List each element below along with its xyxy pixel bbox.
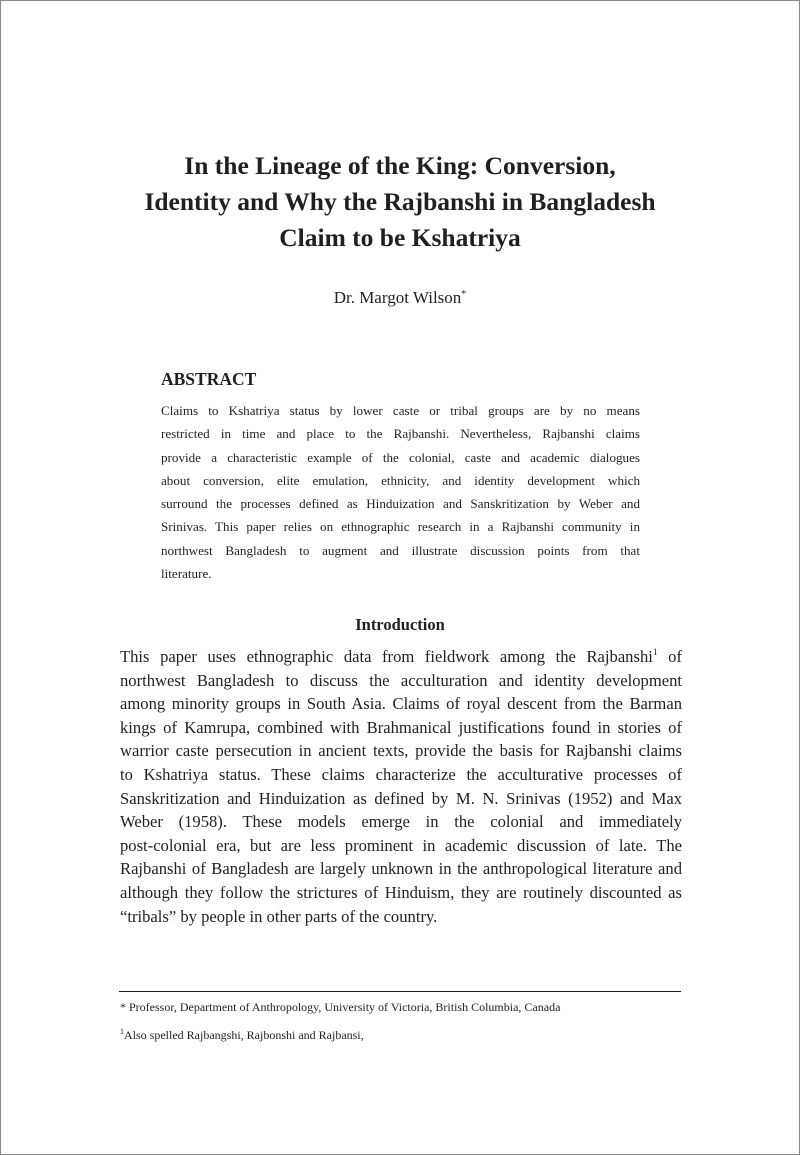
author-footnote-mark: * bbox=[461, 289, 467, 300]
abstract-line: northwest Bangladesh to augment and illustrate discussion points from that bbox=[161, 542, 640, 558]
intro-line: northwest Bangladesh to discuss the acculturation and identity development bbox=[120, 670, 682, 690]
author-name: Dr. Margot Wilson bbox=[333, 288, 462, 307]
paper-title bbox=[90, 148, 710, 256]
intro-line: Sanskritization and Hinduization as defined by M. N. Srinivas (1952) and Max bbox=[120, 788, 682, 808]
abstract-line: provide a characteristic example of the colonial, caste and academic dialogues bbox=[161, 449, 640, 465]
abstract-line: about conversion, elite emulation, ethnicity, and identity development which bbox=[161, 472, 640, 488]
title-line: Claim to be Kshatriya bbox=[279, 223, 521, 252]
intro-line: Weber (1958). These models emerge in the colonial and immediately bbox=[120, 812, 682, 832]
abstract-line: Claims to Kshatriya status by lower caste or tribal groups are by no means bbox=[161, 403, 640, 418]
intro-line: among minority groups in South Asia. Claims of royal descent from the Barman bbox=[120, 694, 682, 714]
intro-line: post-colonial era, but are less prominent in academic discussion of late. The bbox=[120, 835, 682, 855]
intro-line-text: This paper uses ethnographic data from fieldwork among the Rajbanshi bbox=[120, 647, 653, 666]
footnote-ref-1[interactable]: 1 bbox=[652, 648, 658, 658]
intro-line: “tribals” by people in other parts of the country. bbox=[120, 906, 438, 926]
introduction-heading: Introduction bbox=[355, 615, 445, 634]
footnote-text: Professor, Department of Anthropology, University of Victoria, British Columbia, Canada bbox=[126, 1000, 561, 1014]
footnote-1 bbox=[120, 1026, 364, 1044]
footnote-mark: 1 bbox=[120, 1027, 124, 1036]
footnote-text: Also spelled Rajbangshi, Rajbonshi and Rajbansi, bbox=[124, 1028, 364, 1042]
intro-line: kings of Kamrupa, combined with Brahmanical justifications found in stories of bbox=[120, 717, 682, 737]
author-line bbox=[0, 287, 800, 309]
introduction-body bbox=[120, 645, 682, 928]
intro-line: to Kshatriya status. These claims characterize the acculturative processes of bbox=[120, 764, 682, 784]
intro-line-text: of bbox=[657, 647, 682, 666]
footnote-divider bbox=[119, 991, 681, 992]
abstract-line: literature. bbox=[161, 566, 212, 582]
title-line: In the Lineage of the King: Conversion, bbox=[184, 151, 616, 180]
abstract-line: restricted in time and place to the Rajbanshi. Nevertheless, Rajbanshi claims bbox=[161, 426, 640, 442]
intro-line: Rajbanshi of Bangladesh are largely unknown in the anthropological literature and bbox=[120, 859, 682, 879]
abstract-body bbox=[161, 399, 640, 585]
footnote-mark: * bbox=[120, 1000, 126, 1014]
intro-line: although they follow the strictures of Hinduism, they are routinely discounted as bbox=[120, 882, 682, 902]
title-line: Identity and Why the Rajbanshi in Bangladesh bbox=[144, 187, 656, 216]
intro-line: warrior caste persecution in ancient texts, provide the basis for Rajbanshi claims bbox=[120, 741, 682, 761]
abstract-heading: ABSTRACT bbox=[161, 369, 257, 389]
intro-first-line bbox=[120, 645, 682, 669]
footnote-author bbox=[120, 998, 560, 1016]
abstract-line: surround the processes defined as Hinduization and Sanskritization by Weber and bbox=[161, 496, 640, 512]
abstract-line: Srinivas. This paper relies on ethnographic research in a Rajbanshi community in bbox=[161, 519, 640, 535]
